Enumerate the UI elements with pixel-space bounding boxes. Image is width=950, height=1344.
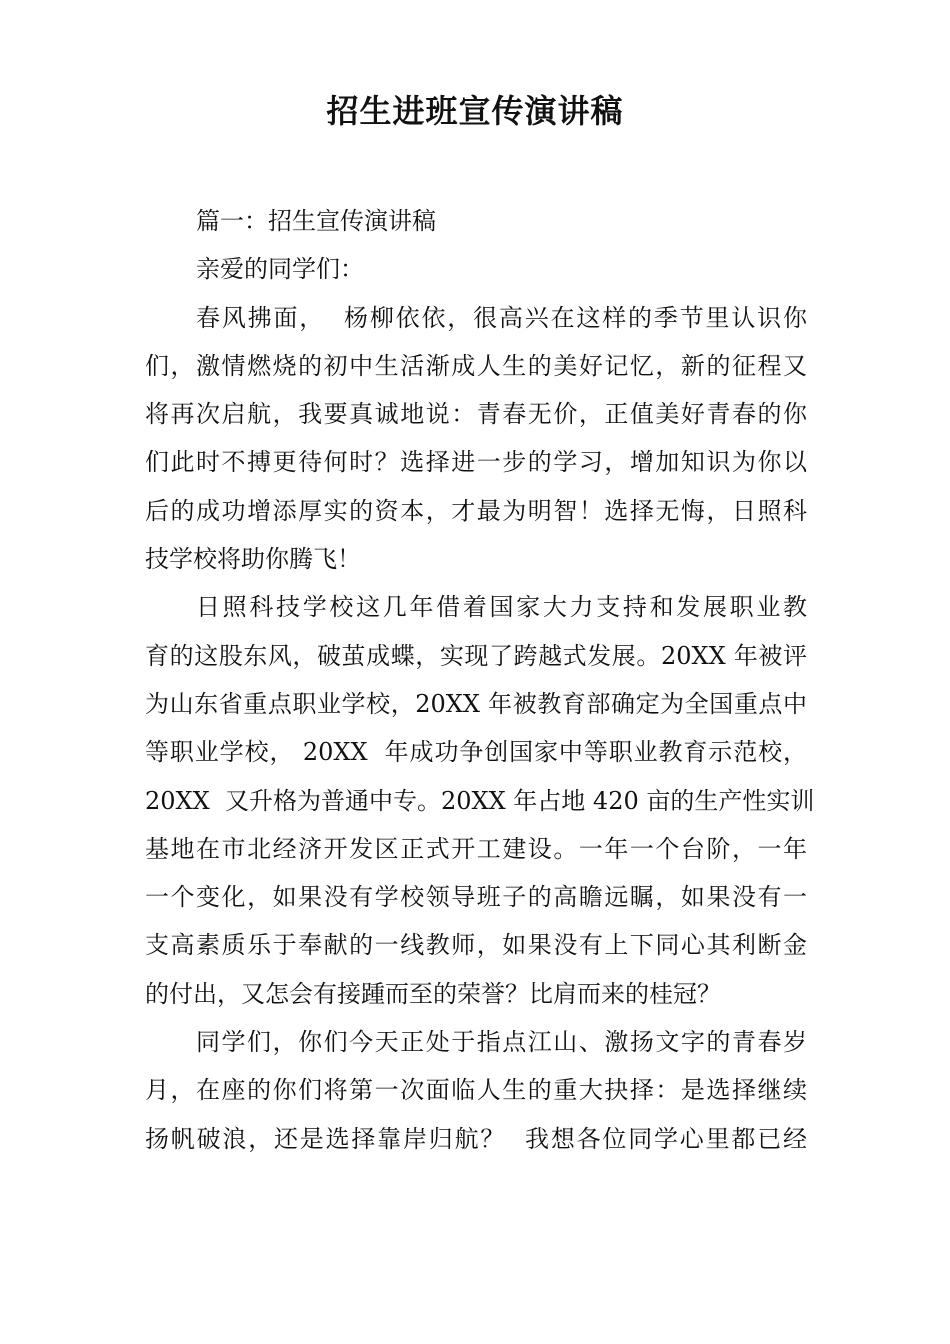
paragraph-line: 技学校将助你腾飞！ [145, 545, 361, 574]
paragraph-line: 支高素质乐于奉献的一线教师，如果没有上下同心其利断金 [145, 931, 807, 960]
paragraph-line: 春风拂面， 杨柳依依，很高兴在这样的季节里认识你 [196, 303, 807, 332]
paragraph-line: 后的成功增添厚实的资本，才最为明智！选择无悔，日照科 [145, 496, 807, 525]
paragraph-line: 扬帆破浪，还是选择靠岸归航？ 我想各位同学心里都已经 [145, 1124, 807, 1153]
paragraph-line: 同学们，你们今天正处于指点江山、激扬文字的青春岁 [196, 1028, 807, 1057]
document-title: 招生进班宣传演讲稿 [326, 92, 624, 130]
paragraph-line: 将再次启航，我要真诚地说：青春无价，正值美好青春的你 [145, 400, 807, 429]
salutation: 亲爱的同学们： [196, 255, 364, 284]
paragraph-line: 日照科技学校这几年借着国家大力支持和发展职业教 [196, 593, 807, 622]
paragraph-line: 月，在座的你们将第一次面临人生的重大抉择：是选择继续 [145, 1076, 807, 1105]
paragraph-line: 育的这股东风，破茧成蝶，实现了跨越式发展。20XX 年被评 [145, 641, 807, 670]
paragraph-line: 等职业学校， 20XX 年成功争创国家中等职业教育示范校， [145, 738, 807, 767]
paragraph-line: 们此时不搏更待何时？选择进一步的学习，增加知识为你以 [145, 448, 807, 477]
paragraph-line: 的付出，又怎会有接踵而至的荣誉？比肩而来的桂冠？ [145, 979, 721, 1008]
paragraph-line: 一个变化，如果没有学校领导班子的高瞻远瞩，如果没有一 [145, 883, 807, 912]
document-body [145, 197, 815, 1163]
section-heading: 篇一：招生宣传演讲稿 [196, 207, 436, 235]
paragraph-line: 20XX 又升格为普通中专。20XX 年占地 420 亩的生产性实训 [145, 786, 815, 815]
paragraph-line: 们，激情燃烧的初中生活渐成人生的美好记忆，新的征程又 [145, 351, 807, 380]
paragraph-line: 基地在市北经济开发区正式开工建设。一年一个台阶，一年 [145, 834, 807, 863]
paragraph-line: 为山东省重点职业学校，20XX 年被教育部确定为全国重点中 [145, 689, 807, 718]
